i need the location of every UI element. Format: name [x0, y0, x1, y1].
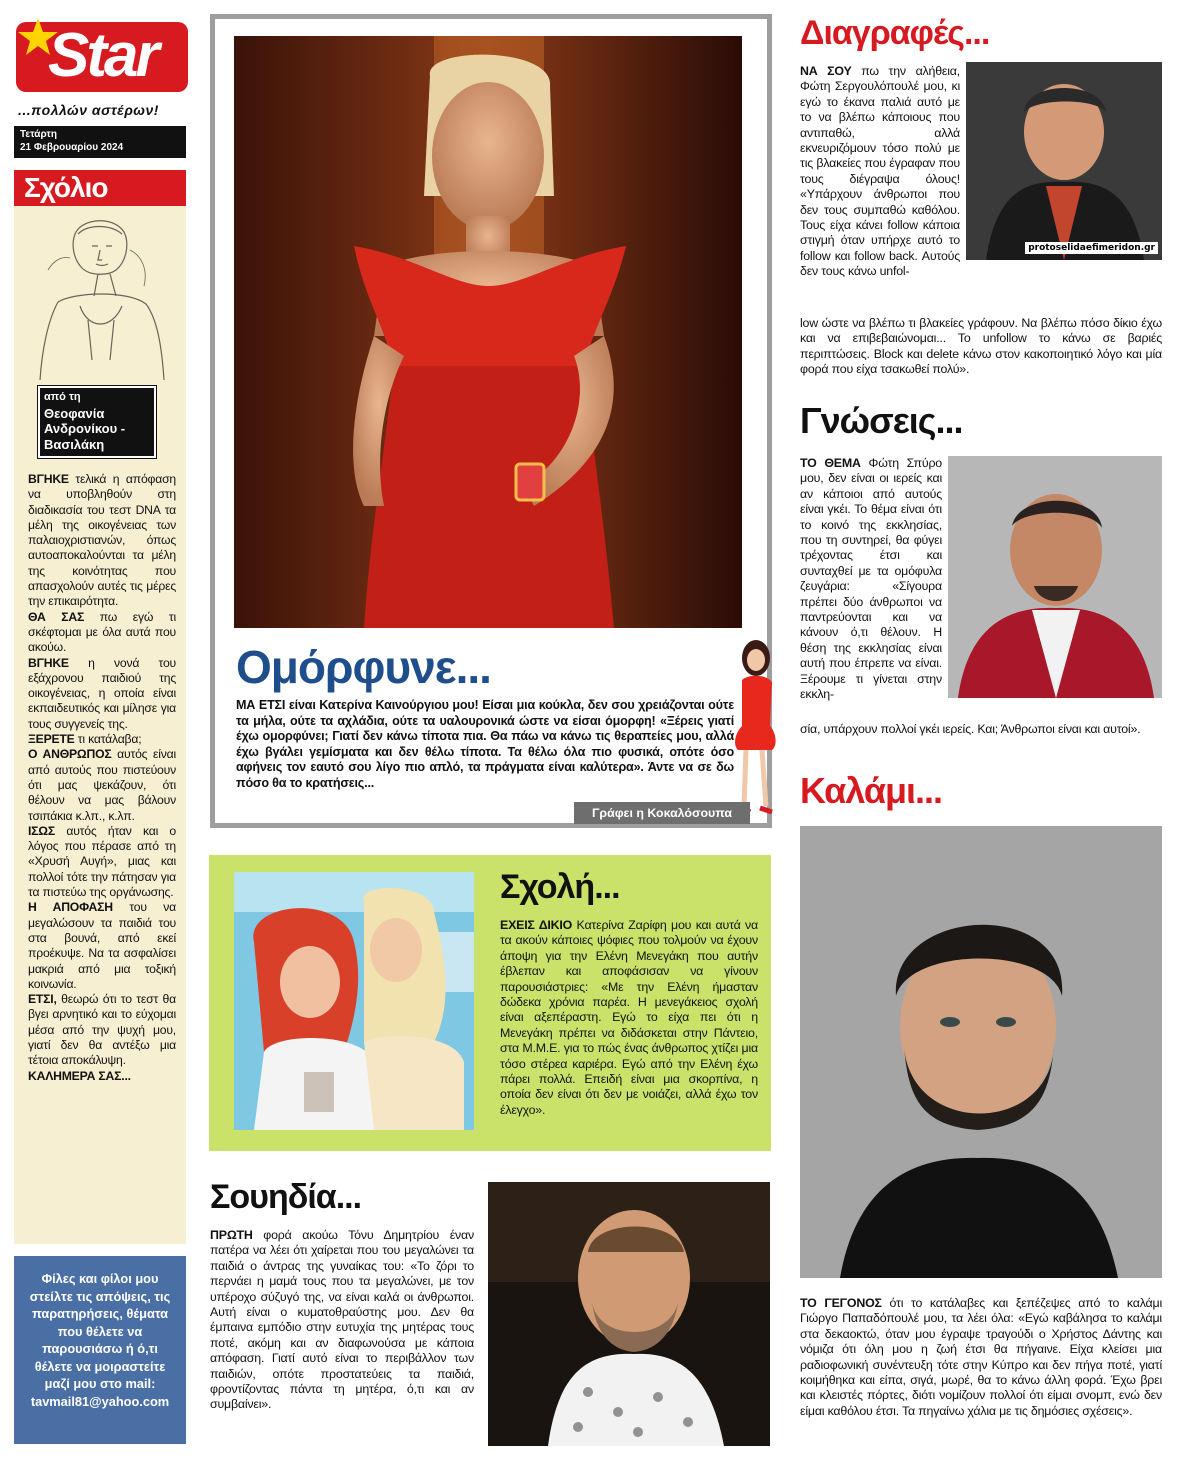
feature-headline: Ομόρφυνε...: [236, 641, 491, 693]
man-patterned-shirt-photo-icon: [488, 1182, 770, 1446]
reed-lead: ΤΟ ΓΕΓΟΝΟΣ: [800, 1296, 882, 1310]
comment-paragraph: ΞΕΡΕΤΕ τι κατάλαβα;: [28, 732, 142, 747]
knowledge-lead: ΤΟ ΘΕΜΑ: [800, 456, 861, 470]
sweden-text: φορά ακούω Τόνυ Δημητρίου έναν πατέρα να λέει ότι χαίρεται που του μεγαλώνει τα παιδιά ο άντρας της γυναίκας του: «Το ζόρι το περνάει η μαμά τους που τα μεγαλώνει, με τον υπέροχο σύζυγό της, να είναι καλά οι άνθρωποι. Αυτή είναι ο κυματοθραύστης μου. Δεν θα έμπαινα εμπόδιο στην ευτυχία της μητέρας τους ποτέ, ακόμη και αν διαφωνούσα με κάποια απόφαση. Γιατί αυτό είναι το περιβάλλον των παιδιών, οπότε προστατεύεις τα παιδιά, φροντίζοντας πάντα τη μητέρα, ό,τι και αν συμβαίνει».: [210, 1228, 474, 1412]
author-prefix: από τη: [44, 391, 81, 403]
knowledge-photo: [948, 456, 1162, 698]
caricature-woman-icon: [728, 636, 780, 828]
sweden-body: [210, 1228, 474, 1413]
knowledge-body-continued: σία, υπάρχουν πολλοί γκέι ιερείς. Και; Άνθρωποι είναι και αυτοί».: [800, 722, 1141, 736]
deletions-text: πω την αλήθεια, Φώτη Σεργουλόπουλέ μου, κι εγώ το έκανα παλιά αυτό με το να βλέπω κάποιους που αντιπαθώ, αλλά εκνευριζόμουν τόσο πολύ με τις βλακείες που έγραφαν που τους διέγραψα όλους! «Υπάρχουν άνθρωποι που δεν τους συμπαθώ καθόλου. Τους είχα κάνει follow κάποια στιγμή όταν υπήρχε αυτό το follow και follow back. Αυτούς δεν τους κάνω unfol-: [800, 64, 960, 279]
comment-paragraph: ΒΓΗΚΕ τελικά η απόφαση να υποβληθούν στη διαδικασία του τεστ DNA τα μέλη της οικογένειας των παλαιοχριστιανών, όπως αυτοαποκαλούνται τα μέλη της κοινότητας που απασχολούν αυτές τις μέρες την επικαιρότητα.: [28, 472, 176, 609]
woman-red-dress-photo-icon: [234, 36, 742, 628]
author-name: Θεοφανία Ανδρονίκου - Βασιλάκη: [44, 405, 126, 452]
star-logo: [14, 14, 194, 98]
feature-lead: ΜΑ ΕΤΣΙ: [236, 698, 286, 712]
comment-paragraph: ΙΣΩΣ αυτός ήταν και ο λόγος που πέρασε από τη «Χρυσή Αυγή», μιας και πολλοί τότε την πάτησαν για τα πιστεύω της οργάνωσης.: [28, 823, 176, 900]
reed-text: ότι το κατάλαβες και ξεπέζεψες από το καλάμι Γιώργο Παπαδόπουλέ μου, τα λέει όλα: «Εγώ καβάλησα το καλάμι στα δεκαοκτώ, όταν μου έγραψε τραγούδι ο Χρήστος Δάντης και νόμιζα ότι όλη μου η ζωή έτσι θα πήγαινε. Είχα κλείσει μια ραδιοφωνική συνέντευξη τότε στην Κύπρο και δεν πήγα ποτέ, γιατί κοιμήθηκα και είπα, σιγά, μωρέ, θα το κάνω άλλη φορά. Έχω βρει και κλειστές πόρτες, διότι νομίζουν πολλοί ότι είμαι σνομπ, ενώ δεν είμαι καθόλου έτσι. Τα πηγαίνω χάλια με τις δημόσιες σχέσεις».: [800, 1296, 1162, 1418]
logo-wordmark: Star: [48, 21, 157, 90]
comment-paragraph: ΕΤΣΙ, θεωρώ ότι το τεστ θα βγει αρνητικό και το εύχομαι μέσα από την ψυχή μου, γιατί δεν θα αντέξω μια τέτοια αποκάλυψη.: [28, 992, 176, 1068]
two-women-tv-studio-photo-icon: [234, 872, 474, 1130]
knowledge-text: Φώτη Σπύρο μου, δεν είναι οι ιερείς και αν κάποιοι από αυτούς είναι γκέι. Το θέμα είναι ότι το κοινό της εκκλησίας, που τη συντηρεί, θα φύγει τρέχοντας έτσι και συνταχθεί με τα ομόφυλα ζευγάρια: «Σίγουρα πρέπει δύο άνθρωποι να παντρεύονται και να κάνουν ό,τι θέλουν. Η θέση της εκκλησίας είναι αυτή που έπρεπε να είναι. Ξέρουμε τι γίνεται στην εκκλη-: [800, 456, 942, 702]
comment-section-title: Σχόλιο: [14, 170, 186, 206]
man-jacket-photo-icon: [966, 62, 1162, 260]
deletions-lead: ΝΑ ΣΟΥ: [800, 64, 852, 78]
reed-body: [800, 1296, 1162, 1419]
sweden-lead: ΠΡΩΤΗ: [210, 1228, 253, 1242]
issue-day: Τετάρτη: [20, 129, 57, 140]
bearded-man-portrait-photo-icon: [800, 826, 1162, 1278]
comment-paragraph: ΚΑΛΗΜΕΡΑ ΣΑΣ...: [28, 1068, 131, 1083]
deletions-body-continued: low ώστε να βλέπω τι βλακείες γράφουν. Να βλέπω πόσο δίκιο έχω και να επιβεβαιώνομαι... Το unfollow το κάνω σε βαριές περιπτώσεις. Block και delete κάνω στον κακοποιητικό λόγο και μία φορά που είχα τσακωθεί πολύ».: [800, 316, 1162, 377]
deletions-headline: Διαγραφές...: [800, 14, 990, 52]
comment-paragraph: ΘΑ ΣΑΣ πω εγώ τι σκέφτομαι με όλα αυτά που ακούω.: [28, 609, 176, 655]
man-red-jacket-photo-icon: [948, 456, 1162, 698]
masthead-tagline: ...πολλών αστέρων!: [18, 102, 159, 118]
feature-body: [236, 698, 734, 792]
reed-headline: Καλάμι...: [800, 770, 943, 811]
reader-mail-box: [14, 1256, 186, 1444]
reed-photo: [800, 826, 1162, 1278]
author-box: [38, 386, 156, 458]
sweden-headline: Σουηδία...: [210, 1178, 362, 1216]
school-photo: [234, 872, 474, 1130]
feature-photo: [234, 36, 742, 628]
sweden-photo: [488, 1182, 770, 1446]
school-lead: ΕΧΕΙΣ ΔΙΚΙΟ: [500, 918, 573, 932]
feature-text: είναι Κατερίνα Καινούργιου μου! Είσαι μια κούκλα, δεν σου χρειάζονται ούτε τα μήλα, ούτε τα αχλάδια, ούτε τα υαλουρονικά ώστε να είσαι όμορφη! «Ξέρεις γιατί έχω ομορφύνει; Γιατί δεν κάνω τίποτα πια. Θα πάω να κάνω τις θεραπείες μου, αλλά έχω βγάλει γεμίσματα και δεν θέλω τίποτα. Τα θέλω όλα πιο φυσικά, οπότε όσο αφήνεις τον εαυτό σου λίγο πιο απλό, τα πράγματα είναι καλύτερα». Άντε να σε δω πόσο θα το κρατήσεις...: [236, 698, 734, 790]
comment-paragraph: ΒΓΗΚΕ η νονά του εξάχρονου παιδιού της οικογένειας, η οποία είναι εκπαιδευτικός και μίλησε για τους συγγενείς της.: [28, 655, 176, 731]
comment-paragraph: Ο ΑΝΘΡΩΠΟΣ αυτός είναι από αυτούς που πιστεύουν ότι μας ψεκάζουν, ότι θέλουν να μας βάλουν τσιπάκια κ.λπ., κ.λπ.: [28, 747, 176, 823]
pencil-portrait-icon: [18, 210, 182, 380]
comment-body: [28, 472, 176, 1084]
deletions-body: [800, 64, 960, 280]
school-body: [500, 918, 758, 1118]
issue-date: 21 Φεβρουαρίου 2024: [20, 141, 124, 153]
school-text: Κατερίνα Ζαρίφη μου και αυτά να τα ακούν κάποιες ψόφιες που τολμούν να έχουν άποψη για την Ελένη Μενεγάκη που αυτήν έβλεπαν και αποφάσισαν να γίνουν παρουσιάστριες: «Με την Ελένη ήμασταν δώδεκα χρόνια παρέα. Η μενεγάκειος σχολή είναι αξεπέραστη. Εγώ το είχα πει ότι η Μενεγάκη πρέπει να διδάσκεται στην Πάντειο, στα Μ.Μ.Ε. για το πώς ένας άνθρωπος χτίζει μια τόσο στέρεα καριέρα. Εγώ από την Ελένη έχω πάρει πολλά. Επειδή είναι μια σκορπίνα, η οποία δεν είναι ότι δεν με νοιάζει, αλλά έχω τον έλεγχο».: [500, 918, 758, 1117]
columnist-caricature: [728, 636, 780, 828]
author-sketch-image: [18, 210, 182, 380]
deletions-photo: [966, 62, 1162, 260]
watermark-label: protoselidaefimeridon.gr: [1025, 242, 1158, 254]
knowledge-headline: Γνώσεις...: [800, 400, 963, 441]
knowledge-body: [800, 456, 942, 703]
school-headline: Σχολή...: [500, 868, 620, 906]
mailbox-text: Φίλες και φίλοι μου στείλτε τις απόψεις, τις παρατηρήσεις, θέματα που θέλετε να παρουσιάσω ή ό,τι θέλετε να μοιραστείτε μαζί μου στο mail:: [29, 1271, 171, 1391]
mailbox-email[interactable]: tavmail81@yahoo.com: [30, 1393, 170, 1409]
date-bar: [14, 126, 186, 158]
columnist-byline: Γράφει η Κοκαλόσουπα: [574, 802, 750, 824]
comment-paragraph: Η ΑΠΟΦΑΣΗ του να μεγαλώσουν τα παιδιά του στα βουνά, από εκεί προέκυψε. Να τα ασφαλίσει μακριά από μια τοξική κοινωνία.: [28, 900, 176, 991]
